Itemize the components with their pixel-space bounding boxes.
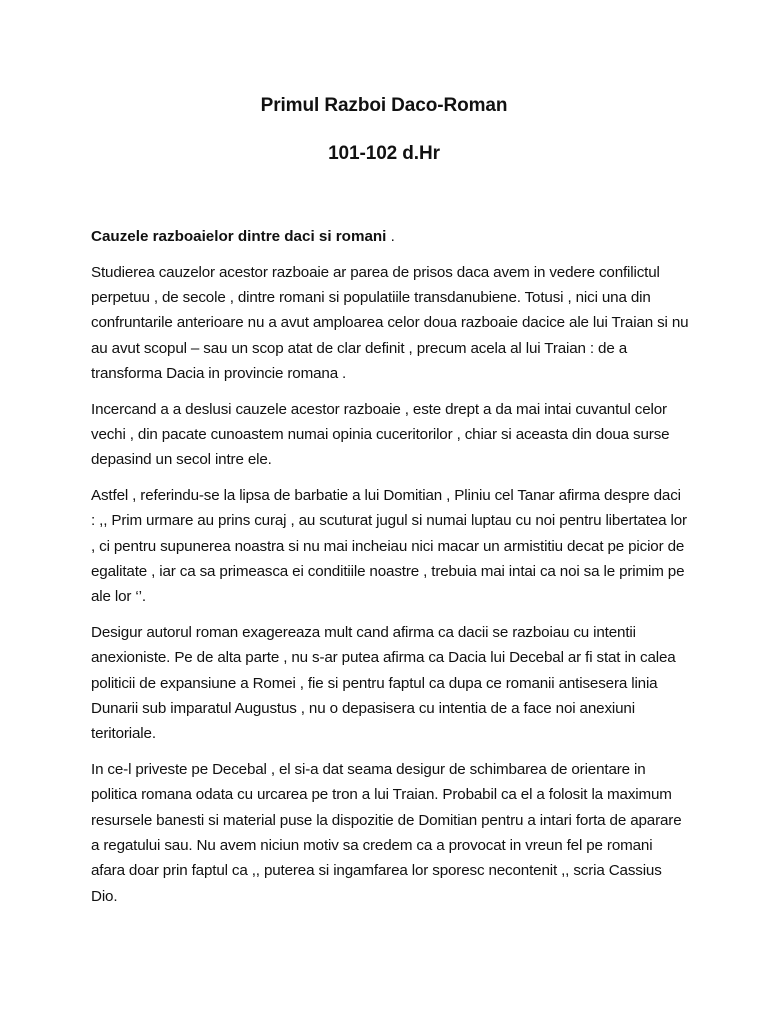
document-title: Primul Razboi Daco-Roman (260, 95, 508, 116)
document-body (91, 224, 689, 919)
document-subtitle: 101-102 d.Hr (328, 143, 440, 164)
paragraph-3: Astfel , referindu-se la lipsa de barbatie a lui Domitian , Pliniu cel Tanar afirma despre daci : ,, Prim urmare au prins curaj , au scuturat jugul si numai luptau cu noi pentru libertatea lor , ci pentru supunerea noastra si nu mai incheiau nici macar un armistitiu decat pe picior de egalitate , iar ca sa primeasca ei conditiile noastre , trebuia mai intai ca noi sa le primim pe ale lor ‘’. (91, 486, 687, 606)
paragraph-2: Incercand a a deslusi cauzele acestor razboaie , este drept a da mai intai cuvantul celor vechi , din pacate cunoastem numai opinia cuceritorilor , chiar si aceasta din doua surse depasind un secol intre ele. (91, 400, 670, 469)
paragraph-4: Desigur autorul roman exagereaza mult cand afirma ca dacii se razboiau cu intentii anexioniste. Pe de alta parte , nu s-ar putea afirma ca Dacia lui Decebal ar fi stat in calea politicii de expansiune a Romei , fie si pentru faptul ca dupa ce romanii antisesera linia Dunarii sub imparatul Augustus , nu o depasisera cu intentia de a face noi anexiuni teritoriale. (91, 623, 676, 743)
paragraph-5: In ce-l priveste pe Decebal , el si-a dat seama desigur de schimbarea de orientare in politica romana odata cu urcarea pe tron a lui Traian. Probabil ca el a folosit la maximum resursele banesti si material puse la dispozitie de Domitian pentru a intari forta de aparare a regatului sau. Nu avem niciun motiv sa credem ca a provocat in vreun fel pe romani afara doar prin faptul ca ,, puterea si ingamfarea lor sporesc necontenit ,, scria Cassius Dio. (91, 760, 682, 905)
section-heading-text: Cauzele razboaielor dintre daci si romani (91, 228, 387, 245)
paragraph-1: Studierea cauzelor acestor razboaie ar parea de prisos daca avem in vedere confilictul perpetuu , de secole , dintre romani si populatiile transdanubiene. Totusi , nici una din confruntarile anterioare nu a avut amploarea celor doua razboaie dacice ale lui Traian si nu au avut scopul – sau un scop atat de clar definit , precum acela al lui Traian : de a transforma Dacia in provincie romana . (91, 263, 689, 383)
section-heading-suffix: . (386, 228, 395, 245)
section-heading (91, 224, 689, 250)
